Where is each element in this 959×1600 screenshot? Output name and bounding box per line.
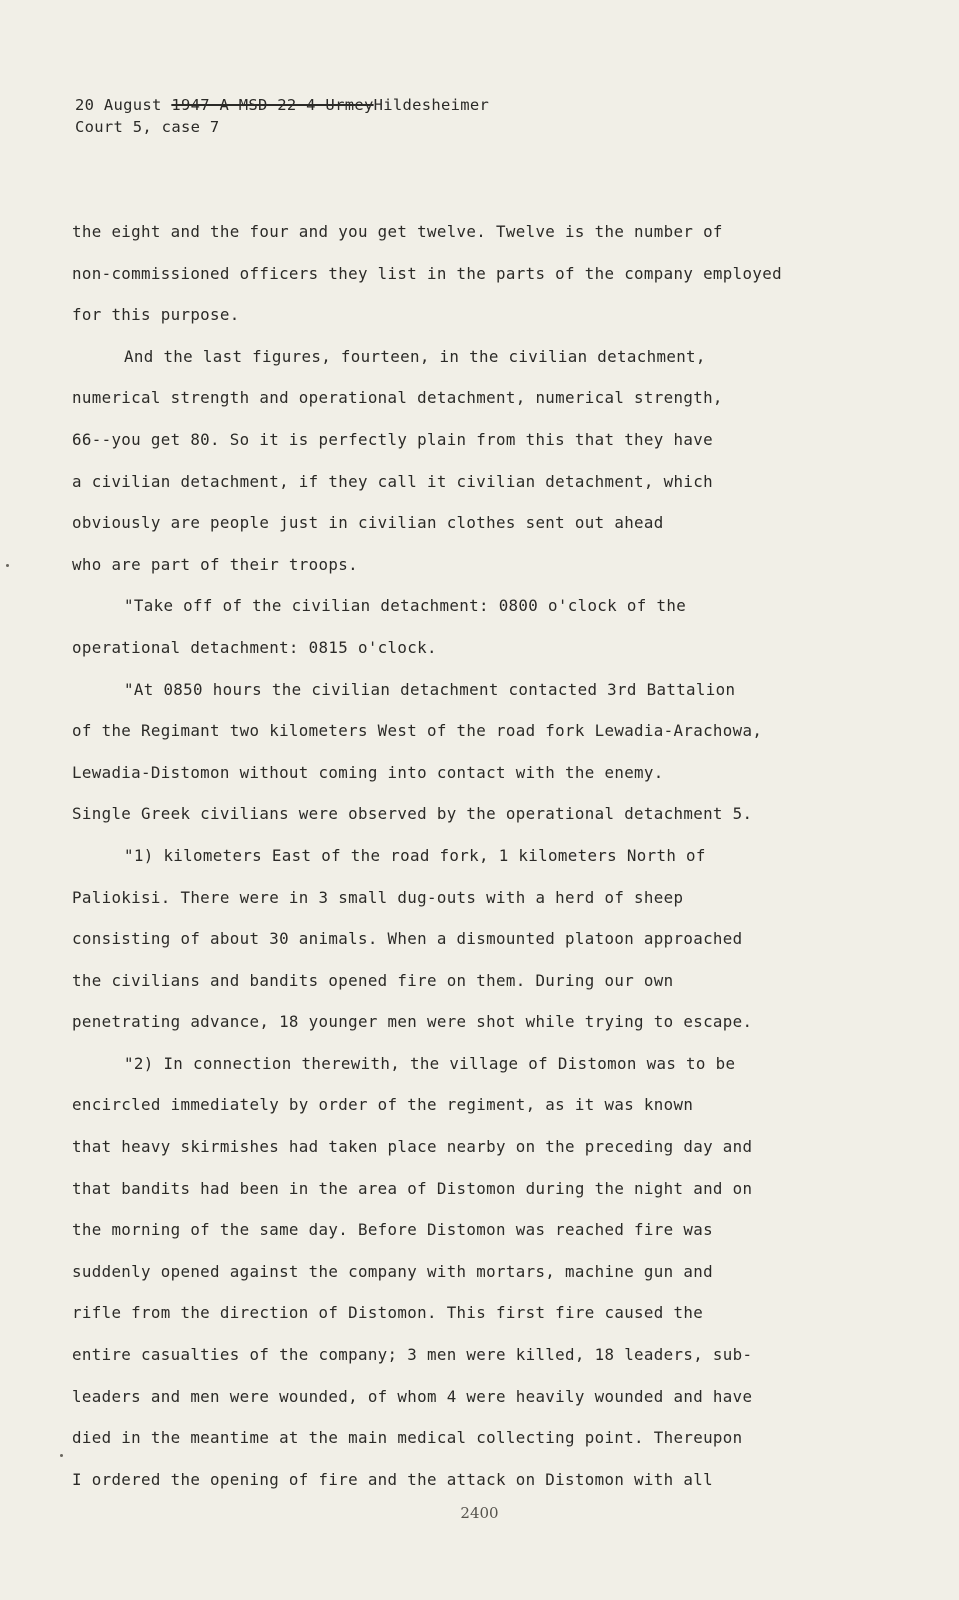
text-line: numerical strength and operational detachment, numerical strength, bbox=[72, 388, 723, 408]
text-line: a civilian detachment, if they call it civilian detachment, which bbox=[72, 471, 713, 491]
text-line: 66--you get 80. So it is perfectly plain from this that they have bbox=[72, 429, 713, 449]
text-line: leaders and men were wounded, of whom 4 were heavily wounded and have bbox=[72, 1386, 753, 1406]
text-line: rifle from the direction of Distomon. This first fire caused the bbox=[72, 1303, 704, 1323]
margin-mark bbox=[60, 1454, 63, 1457]
text-line: Lewadia-Distomon without coming into contact with the enemy. bbox=[72, 762, 664, 782]
margin-mark bbox=[6, 564, 9, 567]
document-body bbox=[72, 218, 872, 1507]
text-line: that bandits had been in the area of Distomon during the night and on bbox=[72, 1178, 753, 1198]
text-line: "2) In connection therewith, the village of Distomon was to be bbox=[124, 1053, 736, 1073]
header-court-case: Court 5, case 7 bbox=[75, 118, 220, 136]
text-line: that heavy skirmishes had taken place nearby on the preceding day and bbox=[72, 1137, 753, 1157]
text-line: entire casualties of the company; 3 men were killed, 18 leaders, sub- bbox=[72, 1345, 753, 1365]
text-line: the morning of the same day. Before Distomon was reached fire was bbox=[72, 1220, 713, 1240]
header-name: Hildesheimer bbox=[373, 96, 490, 114]
text-line: I ordered the opening of fire and the attack on Distomon with all bbox=[72, 1469, 713, 1489]
text-line: the eight and the four and you get twelve. Twelve is the number of bbox=[72, 222, 723, 241]
header-struck-text: 1947 A MSD 22 4 Urmey bbox=[171, 96, 374, 114]
text-line: And the last figures, fourteen, in the civilian detachment, bbox=[124, 346, 706, 366]
text-line: obviously are people just in civilian clothes sent out ahead bbox=[72, 513, 664, 533]
text-line: of the Regimant two kilometers West of the road fork Lewadia-Arachowa, bbox=[72, 721, 763, 741]
text-line: "1) kilometers East of the road fork, 1 kilometers North of bbox=[124, 845, 706, 865]
header-line-1 bbox=[75, 94, 489, 116]
text-line: died in the meantime at the main medical collecting point. Thereupon bbox=[72, 1428, 743, 1448]
text-line: suddenly opened against the company with mortars, machine gun and bbox=[72, 1261, 713, 1281]
text-line: who are part of their troops. bbox=[72, 554, 358, 574]
text-line: the civilians and bandits opened fire on them. During our own bbox=[72, 970, 674, 990]
text-line: "At 0850 hours the civilian detachment contacted 3rd Battalion bbox=[124, 679, 736, 699]
text-line: "Take off of the civilian detachment: 0800 o'clock of the bbox=[124, 596, 687, 616]
text-line: for this purpose. bbox=[72, 305, 240, 325]
header-date: 20 August bbox=[75, 96, 162, 114]
document-header bbox=[75, 94, 489, 138]
page-number: 2400 bbox=[460, 1504, 499, 1522]
text-line: consisting of about 30 animals. When a dismounted platoon approached bbox=[72, 929, 743, 949]
text-line: penetrating advance, 18 younger men were shot while trying to escape. bbox=[72, 1012, 753, 1032]
text-line: Single Greek civilians were observed by the operational detachment 5. bbox=[72, 804, 753, 824]
text-line: non-commissioned officers they list in the parts of the company employed bbox=[72, 263, 782, 283]
text-line: encircled immediately by order of the regiment, as it was known bbox=[72, 1095, 694, 1115]
text-line: Paliokisi. There were in 3 small dug-outs with a herd of sheep bbox=[72, 887, 684, 907]
text-line: operational detachment: 0815 o'clock. bbox=[72, 637, 437, 657]
